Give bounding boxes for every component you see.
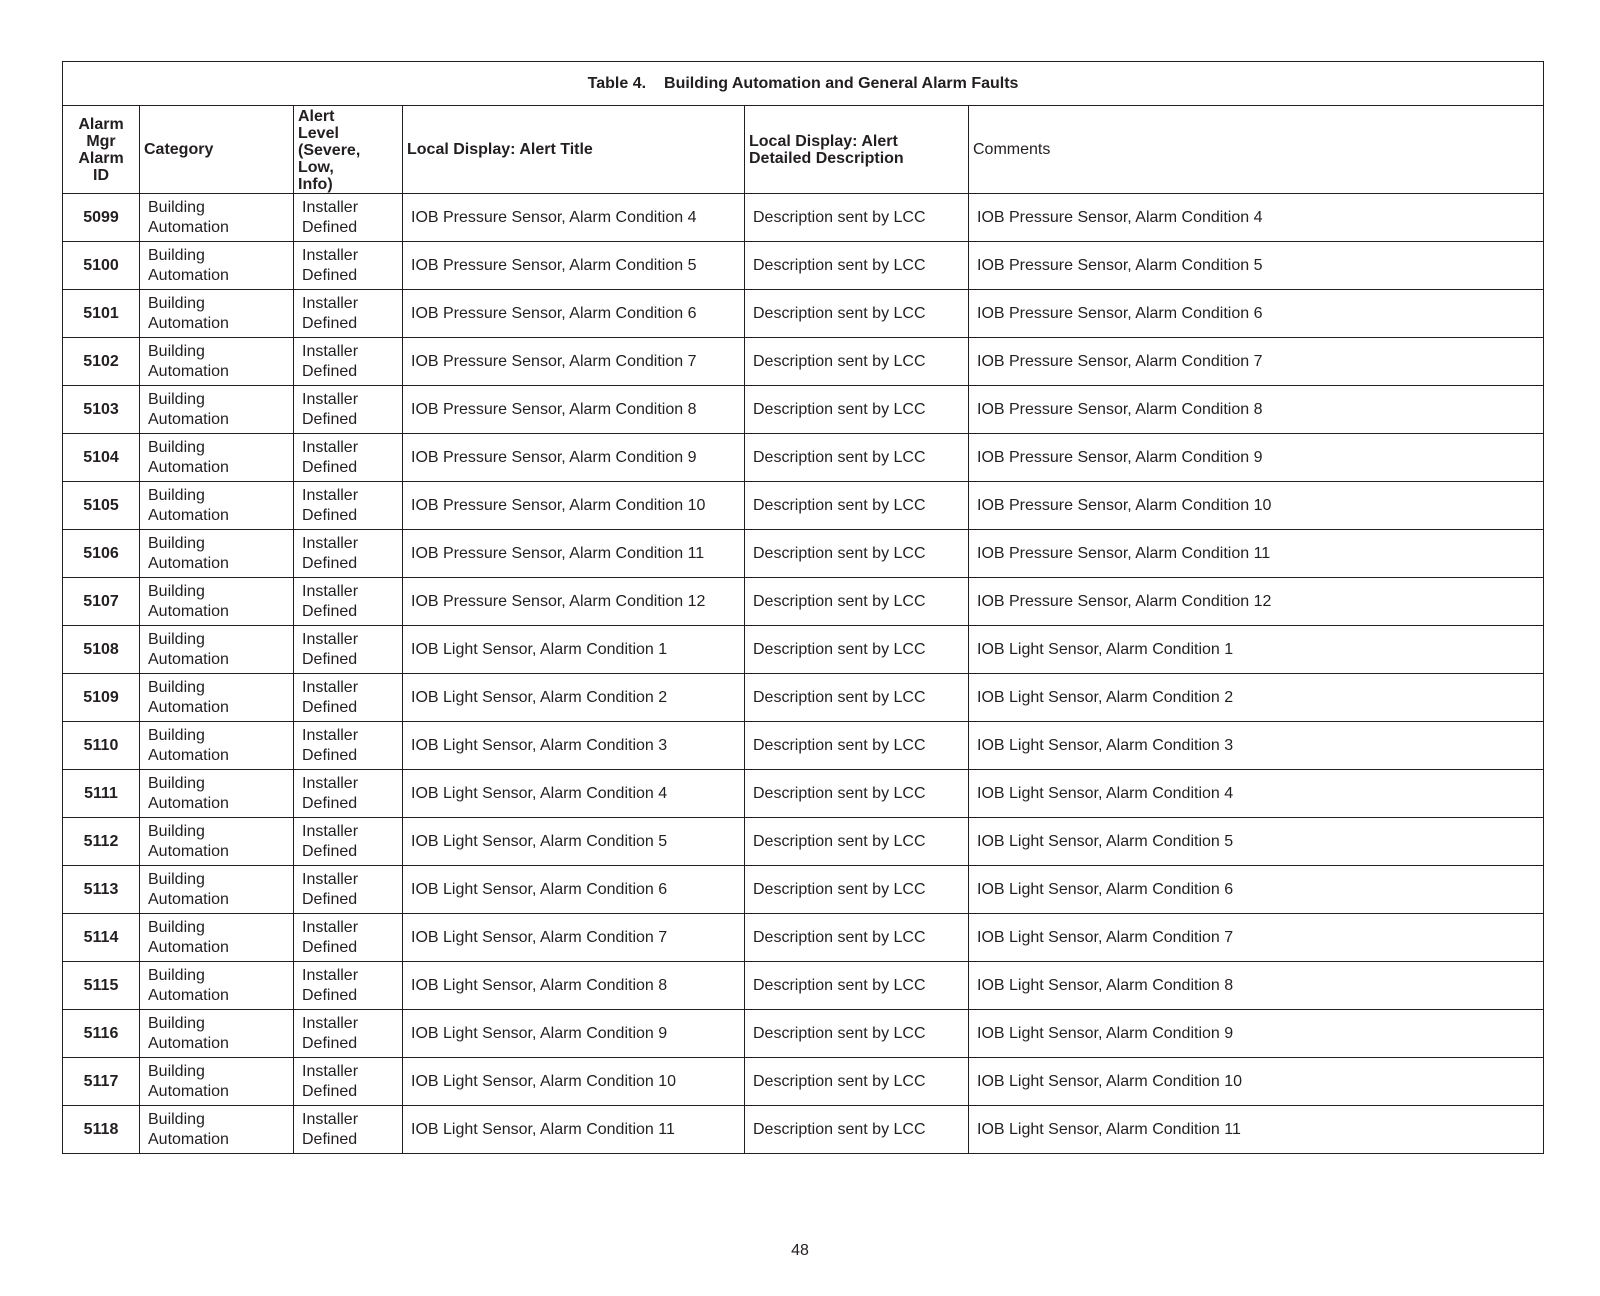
- cell-alarm-id: 5112: [63, 818, 140, 866]
- table-row: [63, 482, 1544, 530]
- table-row: [63, 674, 1544, 722]
- cell-comments: IOB Light Sensor, Alarm Condition 5: [969, 818, 1544, 866]
- cell-alert-description: Description sent by LCC: [745, 674, 969, 722]
- cell-alert-level: Installer Defined: [294, 482, 403, 530]
- cell-alert-title: IOB Light Sensor, Alarm Condition 1: [403, 626, 745, 674]
- cell-comments: IOB Light Sensor, Alarm Condition 6: [969, 866, 1544, 914]
- cell-alert-level: Installer Defined: [294, 1010, 403, 1058]
- table-header-row: [63, 106, 1544, 194]
- cell-alarm-id: 5117: [63, 1058, 140, 1106]
- cell-comments: IOB Light Sensor, Alarm Condition 2: [969, 674, 1544, 722]
- cell-alert-description: Description sent by LCC: [745, 482, 969, 530]
- cell-comments: IOB Light Sensor, Alarm Condition 3: [969, 722, 1544, 770]
- cell-comments: IOB Pressure Sensor, Alarm Condition 10: [969, 482, 1544, 530]
- cell-comments: IOB Light Sensor, Alarm Condition 8: [969, 962, 1544, 1010]
- header-category: Category: [140, 106, 294, 194]
- cell-alert-level: Installer Defined: [294, 962, 403, 1010]
- cell-alert-description: Description sent by LCC: [745, 1106, 969, 1154]
- cell-alert-level: Installer Defined: [294, 866, 403, 914]
- cell-category: Building Automation: [140, 722, 294, 770]
- table-caption: [63, 62, 1544, 106]
- cell-alert-description: Description sent by LCC: [745, 194, 969, 242]
- table-row: [63, 242, 1544, 290]
- cell-comments: IOB Light Sensor, Alarm Condition 11: [969, 1106, 1544, 1154]
- cell-category: Building Automation: [140, 626, 294, 674]
- cell-alarm-id: 5118: [63, 1106, 140, 1154]
- cell-alarm-id: 5101: [63, 290, 140, 338]
- cell-alert-level: Installer Defined: [294, 338, 403, 386]
- cell-alert-title: IOB Light Sensor, Alarm Condition 8: [403, 962, 745, 1010]
- cell-category: Building Automation: [140, 530, 294, 578]
- cell-comments: IOB Pressure Sensor, Alarm Condition 5: [969, 242, 1544, 290]
- cell-alert-level: Installer Defined: [294, 242, 403, 290]
- cell-category: Building Automation: [140, 290, 294, 338]
- table-row: [63, 1106, 1544, 1154]
- table-row: [63, 818, 1544, 866]
- cell-alert-description: Description sent by LCC: [745, 770, 969, 818]
- cell-comments: IOB Pressure Sensor, Alarm Condition 6: [969, 290, 1544, 338]
- cell-comments: IOB Pressure Sensor, Alarm Condition 12: [969, 578, 1544, 626]
- header-comments: Comments: [969, 106, 1544, 194]
- cell-alert-description: Description sent by LCC: [745, 434, 969, 482]
- cell-alert-title: IOB Light Sensor, Alarm Condition 2: [403, 674, 745, 722]
- cell-alert-title: IOB Pressure Sensor, Alarm Condition 11: [403, 530, 745, 578]
- cell-comments: IOB Pressure Sensor, Alarm Condition 11: [969, 530, 1544, 578]
- cell-category: Building Automation: [140, 482, 294, 530]
- cell-alert-title: IOB Light Sensor, Alarm Condition 4: [403, 770, 745, 818]
- cell-alert-level: Installer Defined: [294, 722, 403, 770]
- cell-alert-title: IOB Pressure Sensor, Alarm Condition 8: [403, 386, 745, 434]
- cell-alarm-id: 5103: [63, 386, 140, 434]
- cell-alert-title: IOB Light Sensor, Alarm Condition 7: [403, 914, 745, 962]
- cell-comments: IOB Pressure Sensor, Alarm Condition 4: [969, 194, 1544, 242]
- cell-alert-description: Description sent by LCC: [745, 818, 969, 866]
- table-row: [63, 866, 1544, 914]
- cell-category: Building Automation: [140, 1058, 294, 1106]
- header-alarm-id: Alarm Mgr Alarm ID: [63, 106, 140, 194]
- cell-comments: IOB Pressure Sensor, Alarm Condition 8: [969, 386, 1544, 434]
- cell-alert-title: IOB Light Sensor, Alarm Condition 10: [403, 1058, 745, 1106]
- cell-alert-level: Installer Defined: [294, 674, 403, 722]
- cell-alert-title: IOB Pressure Sensor, Alarm Condition 5: [403, 242, 745, 290]
- cell-alert-title: IOB Pressure Sensor, Alarm Condition 12: [403, 578, 745, 626]
- cell-alarm-id: 5114: [63, 914, 140, 962]
- cell-alert-description: Description sent by LCC: [745, 866, 969, 914]
- cell-alert-level: Installer Defined: [294, 1106, 403, 1154]
- alarm-faults-table: [62, 61, 1544, 1154]
- cell-alert-level: Installer Defined: [294, 194, 403, 242]
- table-row: [63, 290, 1544, 338]
- cell-category: Building Automation: [140, 1010, 294, 1058]
- cell-alert-level: Installer Defined: [294, 914, 403, 962]
- cell-alert-level: Installer Defined: [294, 290, 403, 338]
- table-row: [63, 434, 1544, 482]
- cell-comments: IOB Pressure Sensor, Alarm Condition 7: [969, 338, 1544, 386]
- cell-category: Building Automation: [140, 386, 294, 434]
- cell-alarm-id: 5115: [63, 962, 140, 1010]
- table-body: [63, 194, 1544, 1154]
- cell-alarm-id: 5106: [63, 530, 140, 578]
- cell-alarm-id: 5110: [63, 722, 140, 770]
- cell-alert-description: Description sent by LCC: [745, 722, 969, 770]
- cell-alarm-id: 5111: [63, 770, 140, 818]
- cell-alert-title: IOB Light Sensor, Alarm Condition 9: [403, 1010, 745, 1058]
- table-row: [63, 530, 1544, 578]
- cell-alert-description: Description sent by LCC: [745, 1058, 969, 1106]
- cell-category: Building Automation: [140, 914, 294, 962]
- cell-alarm-id: 5116: [63, 1010, 140, 1058]
- cell-comments: IOB Light Sensor, Alarm Condition 7: [969, 914, 1544, 962]
- cell-alert-description: Description sent by LCC: [745, 1010, 969, 1058]
- cell-alert-level: Installer Defined: [294, 770, 403, 818]
- cell-comments: IOB Light Sensor, Alarm Condition 4: [969, 770, 1544, 818]
- cell-alert-title: IOB Pressure Sensor, Alarm Condition 6: [403, 290, 745, 338]
- table-number: Table 4.: [587, 74, 647, 92]
- cell-alert-description: Description sent by LCC: [745, 386, 969, 434]
- cell-category: Building Automation: [140, 866, 294, 914]
- table-row: [63, 914, 1544, 962]
- cell-alarm-id: 5108: [63, 626, 140, 674]
- table-row: [63, 338, 1544, 386]
- cell-comments: IOB Light Sensor, Alarm Condition 10: [969, 1058, 1544, 1106]
- cell-comments: IOB Light Sensor, Alarm Condition 1: [969, 626, 1544, 674]
- header-alert-description: Local Display: Alert Detailed Description: [745, 106, 969, 194]
- cell-alarm-id: 5105: [63, 482, 140, 530]
- cell-category: Building Automation: [140, 338, 294, 386]
- cell-comments: IOB Pressure Sensor, Alarm Condition 9: [969, 434, 1544, 482]
- table-row: [63, 1010, 1544, 1058]
- cell-alert-description: Description sent by LCC: [745, 338, 969, 386]
- cell-category: Building Automation: [140, 242, 294, 290]
- table-title: Building Automation and General Alarm Faults: [664, 74, 1019, 92]
- cell-category: Building Automation: [140, 578, 294, 626]
- cell-category: Building Automation: [140, 962, 294, 1010]
- header-alert-level: Alert Level (Severe, Low, Info): [294, 106, 403, 194]
- cell-alarm-id: 5100: [63, 242, 140, 290]
- header-alert-title: Local Display: Alert Title: [403, 106, 745, 194]
- cell-alert-description: Description sent by LCC: [745, 962, 969, 1010]
- cell-alarm-id: 5104: [63, 434, 140, 482]
- table-row: [63, 722, 1544, 770]
- cell-alert-description: Description sent by LCC: [745, 530, 969, 578]
- cell-alert-description: Description sent by LCC: [745, 914, 969, 962]
- cell-alert-description: Description sent by LCC: [745, 578, 969, 626]
- cell-alert-description: Description sent by LCC: [745, 626, 969, 674]
- cell-alert-level: Installer Defined: [294, 578, 403, 626]
- cell-alert-level: Installer Defined: [294, 818, 403, 866]
- cell-alert-description: Description sent by LCC: [745, 242, 969, 290]
- cell-alert-title: IOB Light Sensor, Alarm Condition 6: [403, 866, 745, 914]
- page-number: 48: [791, 1242, 809, 1259]
- cell-category: Building Automation: [140, 818, 294, 866]
- cell-alert-title: IOB Pressure Sensor, Alarm Condition 9: [403, 434, 745, 482]
- cell-alert-level: Installer Defined: [294, 1058, 403, 1106]
- table-row: [63, 1058, 1544, 1106]
- cell-alert-title: IOB Light Sensor, Alarm Condition 5: [403, 818, 745, 866]
- cell-alert-title: IOB Pressure Sensor, Alarm Condition 10: [403, 482, 745, 530]
- cell-category: Building Automation: [140, 194, 294, 242]
- cell-category: Building Automation: [140, 674, 294, 722]
- cell-category: Building Automation: [140, 1106, 294, 1154]
- cell-comments: IOB Light Sensor, Alarm Condition 9: [969, 1010, 1544, 1058]
- table-row: [63, 194, 1544, 242]
- cell-alarm-id: 5099: [63, 194, 140, 242]
- cell-alarm-id: 5107: [63, 578, 140, 626]
- table-row: [63, 770, 1544, 818]
- cell-alert-title: IOB Pressure Sensor, Alarm Condition 7: [403, 338, 745, 386]
- table-row: [63, 962, 1544, 1010]
- cell-alert-level: Installer Defined: [294, 530, 403, 578]
- cell-category: Building Automation: [140, 770, 294, 818]
- cell-alert-title: IOB Light Sensor, Alarm Condition 11: [403, 1106, 745, 1154]
- table-row: [63, 386, 1544, 434]
- cell-alert-description: Description sent by LCC: [745, 290, 969, 338]
- cell-alarm-id: 5113: [63, 866, 140, 914]
- cell-alarm-id: 5109: [63, 674, 140, 722]
- table-row: [63, 626, 1544, 674]
- table-row: [63, 578, 1544, 626]
- cell-alert-title: IOB Pressure Sensor, Alarm Condition 4: [403, 194, 745, 242]
- cell-category: Building Automation: [140, 434, 294, 482]
- cell-alert-level: Installer Defined: [294, 386, 403, 434]
- cell-alert-title: IOB Light Sensor, Alarm Condition 3: [403, 722, 745, 770]
- cell-alert-level: Installer Defined: [294, 626, 403, 674]
- cell-alarm-id: 5102: [63, 338, 140, 386]
- cell-alert-level: Installer Defined: [294, 434, 403, 482]
